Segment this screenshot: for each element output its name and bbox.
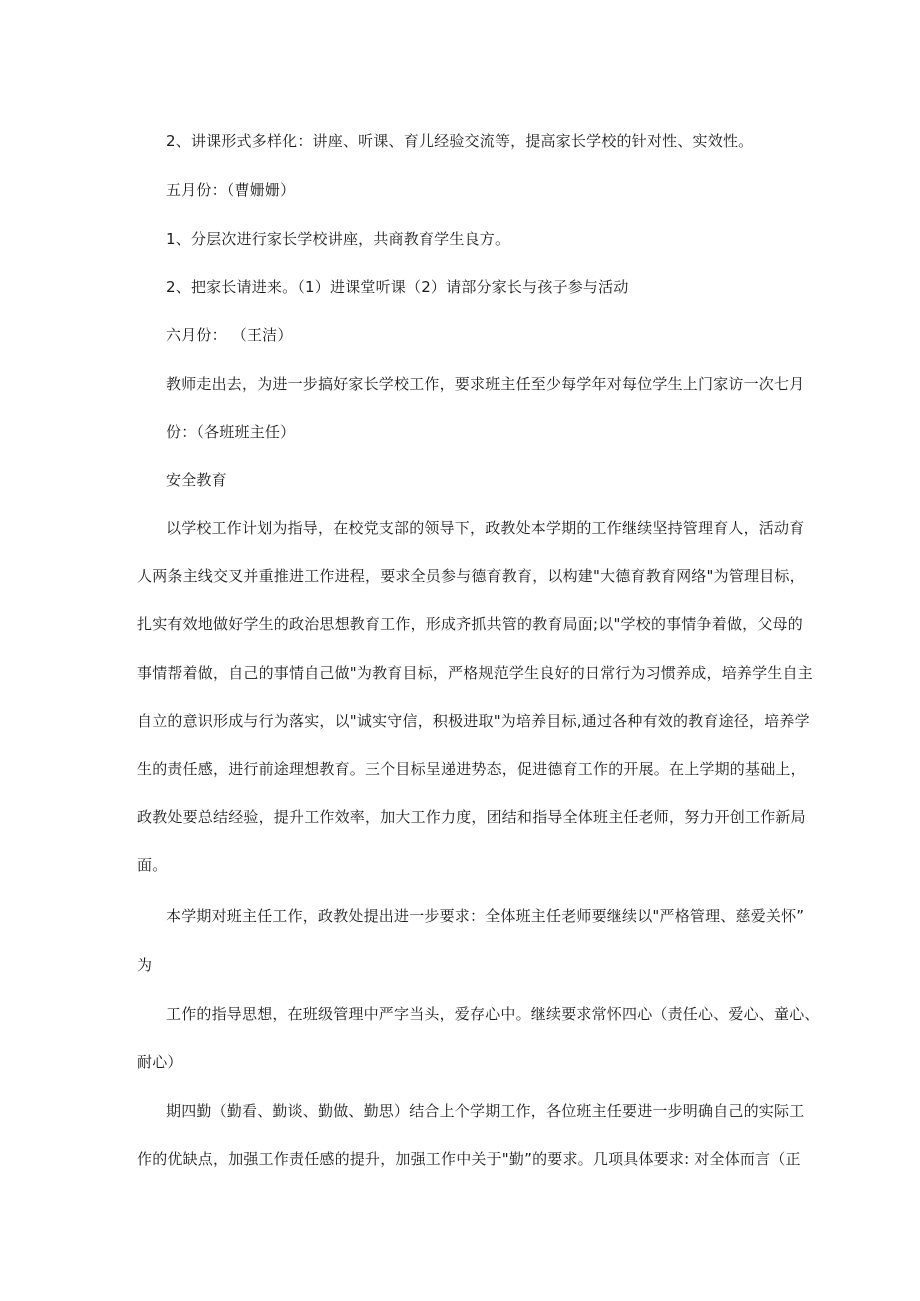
text-line: 工作的指导思想，在班级管理中严字当头，爱存心中。继续要求常怀四心（责任心、爱心、童心、	[166, 1005, 820, 1023]
text-line: 扎实有效地做好学生的政治思想教育工作，形成齐抓共管的教育局面;以"学校的事情争着做，父母的	[137, 615, 803, 633]
text-line: 2、把家长请进来。（1）进课堂听课（2）请部分家长与孩子参与活动	[166, 278, 629, 296]
text-line: 期四勤（勤看、勤谈、勤做、勤思）结合上个学期工作，各位班主任要进一步明确自己的实际工	[166, 1102, 805, 1120]
text-line: 人两条主线交叉并重推进工作进程，要求全员参与德育教育，以构建"大德育教育网络"为管理目标，	[137, 567, 805, 585]
text-line: 面。	[137, 856, 168, 874]
text-line: 生的责任感，进行前途理想教育。三个目标呈递进势态，促进德育工作的开展。在上学期的基础上，	[137, 760, 806, 778]
text-line: 事情帮着做，自己的事情自己做"为教育目标，严格规范学生良好的日常行为习惯养成，培养学生自主	[137, 664, 813, 682]
text-line: 为	[137, 956, 153, 974]
text-line: 作的优缺点，加强工作责任感的提升，加强工作中关于"勤”的要求。几项具体要求: 对全体而言（正	[137, 1150, 801, 1168]
text-line: 自立的意识形成与行为落实，以"诚实守信，积极进取"为培养目标,通过各种有效的教育途径，培养学	[137, 712, 810, 730]
text-line: 2、讲课形式多样化：讲座、听课、育儿经验交流等，提高家长学校的针对性、实效性。	[166, 132, 754, 150]
text-line: 1、分层次进行家长学校讲座，共商教育学生良方。	[166, 230, 511, 248]
text-line: 六月份： （王洁）	[166, 326, 293, 344]
text-line: 本学期对班主任工作，政教处提出进一步要求：全体班主任老师要继续以"严格管理、慈爱关怀”	[166, 907, 805, 925]
text-line: 份：（各班班主任）	[166, 423, 296, 441]
text-line: 五月份：（曹姗姗）	[166, 181, 296, 199]
text-line: 以学校工作计划为指导，在校党支部的领导下，政教处本学期的工作继续坚持管理育人，活动育	[166, 519, 805, 537]
text-line: 教师走出去，为进一步搞好家长学校工作，要求班主任至少每学年对每位学生上门家访一次七月	[166, 375, 805, 393]
text-line: 政教处要总结经验，提升工作效率，加大工作力度，团结和指导全体班主任老师，努力开创工作新局	[137, 808, 806, 826]
text-line: 耐心）	[137, 1053, 183, 1071]
section-heading: 安全教育	[166, 471, 227, 489]
